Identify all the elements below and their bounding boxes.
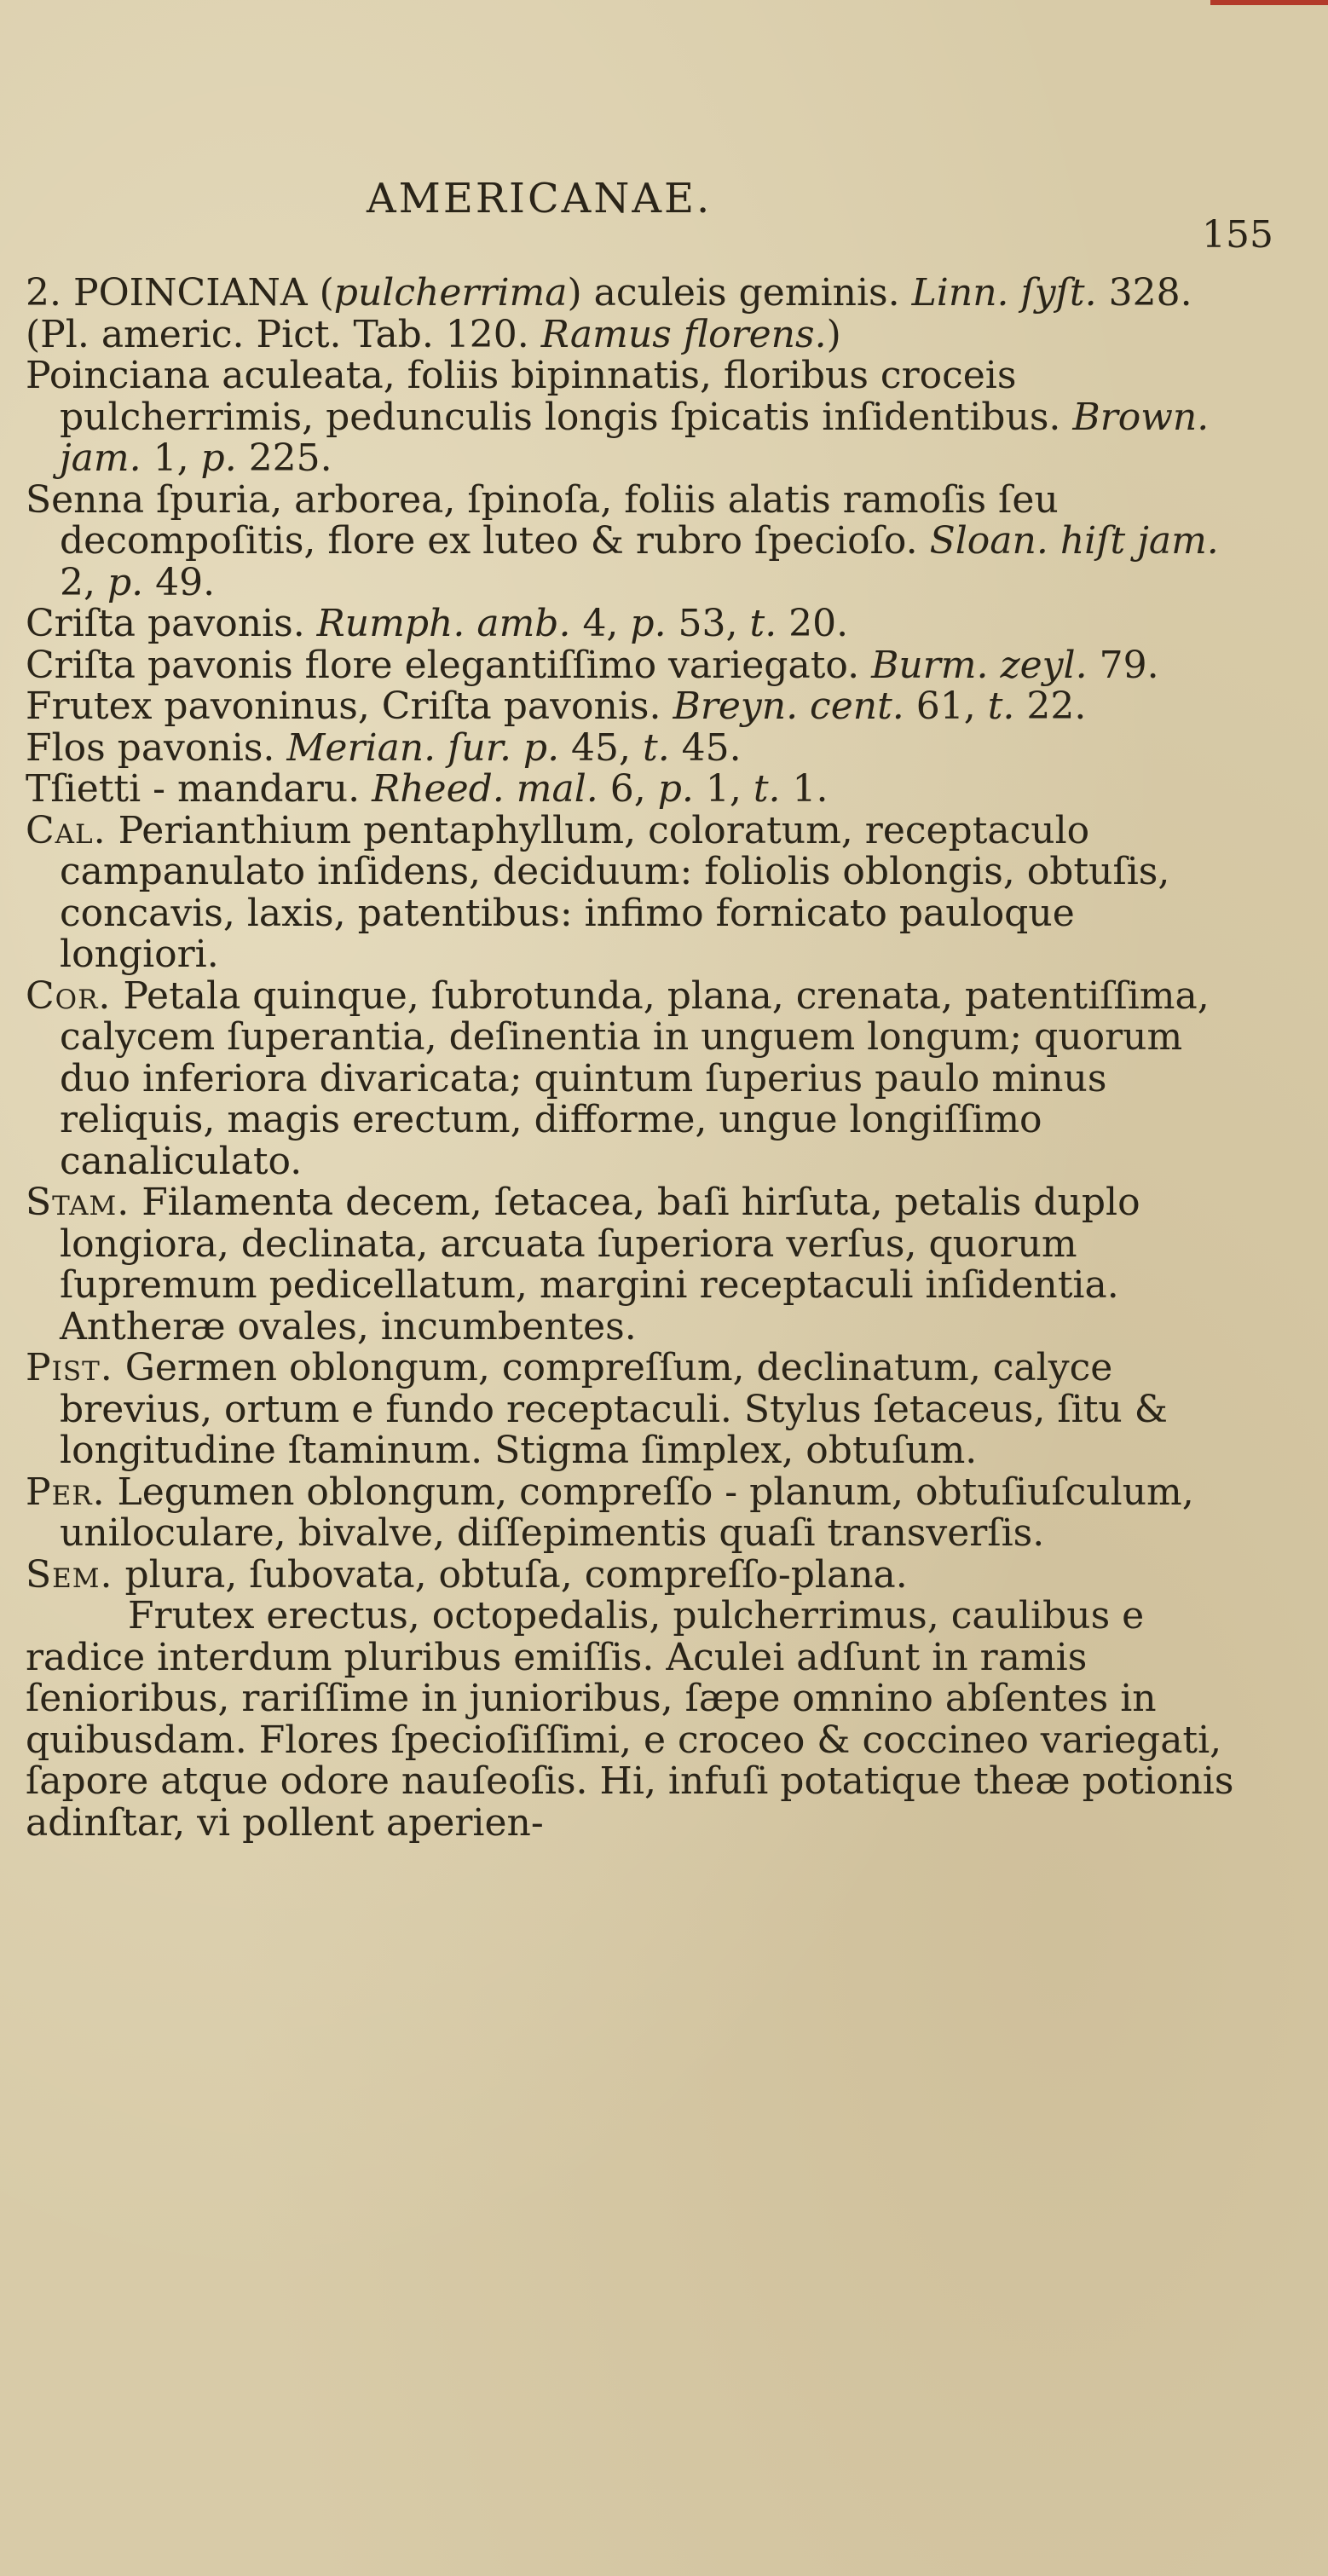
citation-italic: Breyn. cent.	[673, 684, 904, 728]
citation-italic: p.	[200, 436, 237, 480]
character-description	[26, 1348, 1236, 1472]
entry-text: 225.	[236, 436, 332, 480]
character-description	[26, 973, 1236, 1183]
entry-text: 6,	[598, 767, 658, 811]
synonym-entry	[26, 355, 1236, 480]
synonym-entry	[26, 645, 1236, 687]
entry-text: 2. POINCIANA (	[26, 271, 334, 315]
character-label: Pist.	[26, 1346, 113, 1389]
entry-text: Poinciana aculeata, foliis bipinnatis, floribus croceis pulcherrimis, pedunculis longis ſpicatis inſidentibus.	[26, 354, 1073, 439]
entry-text: 22.	[1014, 684, 1087, 728]
synonym-entry	[26, 312, 1236, 356]
entry-text: 328.	[1096, 271, 1192, 315]
entry-text: Criſta pavonis.	[26, 602, 317, 645]
entry-text: 1,	[693, 767, 753, 811]
character-description	[26, 808, 1236, 976]
citation-italic: Merian. ſur. p.	[286, 725, 560, 770]
citation-italic: t.	[749, 602, 777, 645]
citation-italic: Brown. jam.	[60, 395, 1210, 480]
synonym-entry	[26, 769, 1236, 811]
synonym-entry	[26, 725, 1236, 770]
citation-italic: pulcherrima	[333, 271, 568, 315]
character-text: Perianthium pentaphyllum, coloratum, receptaculo campanulato inſidens, deciduum: foliolis oblongis, obtuſis, concavis, laxis, patentibus: infimo fornicato pauloque longiori.	[60, 808, 1170, 976]
entry-text: Frutex pavoninus, Criſta pavonis.	[26, 684, 673, 728]
citation-italic: Ramus florens.	[540, 312, 827, 356]
entry-text: (Pl. americ. Pict. Tab. 120.	[26, 312, 541, 356]
citation-italic: p.	[630, 602, 667, 645]
entry-text: ) aculeis geminis.	[567, 271, 912, 315]
character-description	[26, 1182, 1236, 1348]
character-label: Per.	[26, 1470, 106, 1514]
character-description	[26, 1552, 1236, 1597]
character-label: Cor.	[26, 973, 112, 1018]
synonym-entry	[26, 686, 1236, 728]
entry-text: 61,	[904, 684, 988, 728]
entry-text: 53,	[666, 602, 750, 645]
character-text: Petala quinque, ſubrotunda, plana, crenata, patentiſſima, calycem ſuperantia, deſinentia in unguem longum; quorum duo inferiora divaricata; quintum ſuperius paulo minus reliquis, magis erectum, difforme, ungue longiſſimo canaliculato.	[60, 973, 1210, 1183]
entry-text: 79.	[1087, 643, 1159, 687]
synonym-entry	[26, 477, 1236, 604]
entry-text: Tſietti - mandaru.	[26, 767, 372, 811]
character-label: Stam.	[26, 1181, 130, 1224]
entry-text: 1,	[141, 436, 201, 480]
entry-text: 45,	[559, 725, 644, 770]
citation-italic: p.	[107, 560, 144, 604]
page-number: 155	[1202, 213, 1273, 257]
citation-italic: t.	[753, 767, 781, 811]
character-text: Germen oblongum, compreſſum, declinatum, calyce brevius, ortum e fundo receptaculi. Stylus ſetaceus, ſitu & longitudine ſtaminum. Stigma ſimplex, obtuſum.	[60, 1346, 1168, 1472]
citation-italic: t.	[987, 684, 1015, 728]
entry-text: Senna ſpuria, arborea, ſpinoſa, foliis alatis ramoſis ſeu decompoſitis, flore ex luteo & rubro ſpecioſo.	[26, 477, 1059, 563]
character-text: plura, ſubovata, obtuſa, compreſſo-plana.	[113, 1552, 908, 1597]
character-description	[26, 1472, 1236, 1555]
citation-italic: Linn. ſyſt.	[911, 271, 1097, 315]
synonym-entry	[26, 273, 1236, 315]
entry-text: Flos pavonis.	[26, 725, 287, 770]
character-label: Cal.	[26, 808, 107, 852]
synonymy-list	[26, 273, 1236, 811]
page-edge-mark	[1210, 0, 1328, 5]
entry-text: Criſta pavonis flore elegantiſſimo variegato.	[26, 643, 872, 687]
entry-text: 45.	[669, 725, 742, 770]
character-label: Sem.	[26, 1552, 113, 1597]
entry-text: )	[826, 312, 841, 356]
character-text: Filamenta decem, ſetacea, baſi hirſuta, petalis duplo longiora, declinata, arcuata ſuperiora verſus, quorum ſupremum pedicellatum, margini receptaculi inſidentia. Antheræ ovales, incumbentes.	[60, 1181, 1140, 1349]
synonym-entry	[26, 604, 1236, 645]
citation-italic: p.	[657, 767, 694, 811]
entry-text: 20.	[777, 602, 849, 645]
citation-italic: t.	[643, 725, 670, 770]
citation-italic: Sloan. hiſt jam.	[929, 519, 1219, 563]
entry-text: 49.	[143, 560, 216, 604]
entry-text: 4,	[570, 602, 631, 645]
entry-text: 1.	[780, 767, 829, 811]
running-head: AMERICANAE.	[367, 175, 713, 222]
citation-italic: Rumph. amb.	[316, 602, 571, 645]
body-text	[26, 273, 1236, 1844]
character-text: Legumen oblongum, compreſſo - planum, obtuſiuſculum, uniloculare, bivalve, diſſepimentis quaſi transverſis.	[60, 1470, 1194, 1555]
character-descriptions	[26, 808, 1236, 1597]
body-paragraph: Frutex erectus, octopedalis, pulcherrimus, caulibus e radice interdum pluribus emiſſis. Aculei adſunt in ramis ſenioribus, rariſſime in junioribus, ſæpe omnino abſentes in quibusdam. Flores ſpecioſiſſimi, e croceo & coccineo variegati, ſapore atque odore nauſeoſis. Hi, infuſi potatique theæ potionis adinſtar, vi pollent aperien-	[26, 1594, 1234, 1845]
citation-italic: Burm. zeyl.	[871, 643, 1088, 687]
citation-italic: Rheed. mal.	[372, 767, 598, 811]
entry-text: 2,	[60, 560, 107, 604]
